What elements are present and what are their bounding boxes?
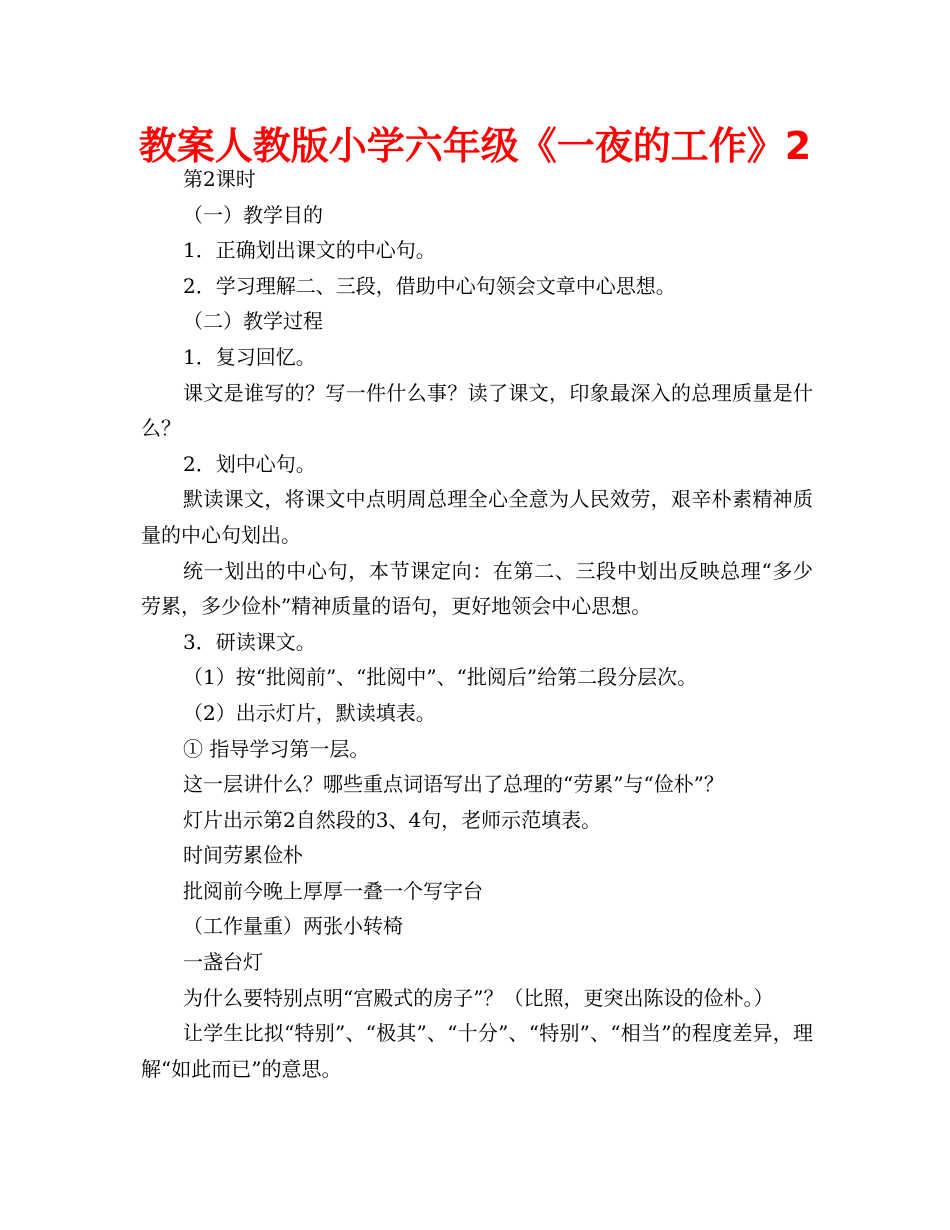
paragraph: （1）按“批阅前”、“批阅中”、“批阅后”给第二段分层次。: [183, 665, 698, 690]
paragraph: 课文是谁写的？写一件什么事？读了课文，印象最深入的总理质量是什么？: [141, 380, 813, 441]
paragraph: 灯片出示第2自然段的3、4句，老师示范填表。: [183, 807, 602, 832]
paragraph: ① 指导学习第一层。: [183, 736, 370, 761]
paragraph: 第2课时: [183, 167, 256, 191]
paragraph: 为什么要特别点明“宫殿式的房子”？（比照，更突出陈设的俭朴。）: [183, 985, 774, 1010]
paragraph: 2．划中心句。: [183, 451, 316, 476]
paragraph: 1．正确划出课文的中心句。: [183, 238, 436, 263]
table-text-line: 时间劳累俭朴: [183, 843, 303, 868]
paragraph: 这一层讲什么？哪些重点词语写出了总理的“劳累”与“俭朴”？: [183, 772, 724, 797]
document-title: 教案人教版小学六年级《一夜的工作》2: [138, 124, 812, 168]
paragraph: （一）教学目的: [183, 202, 323, 227]
paragraph: 2．学习理解二、三段，借助中心句领会文章中心思想。: [183, 273, 676, 298]
paragraph: 统一划出的中心句，本节课定向：在第二、三段中划出反映总理“多少劳累，多少俭朴”精神质量的语句，更好地领会中心思想。: [141, 558, 813, 619]
table-text-line: 批阅前今晚上厚厚一叠一个写字台: [183, 878, 483, 903]
paragraph: 让学生比拟“特别”、“极其”、“十分”、“特别”、“相当”的程度差异，理解“如此而已”的意思。: [141, 1021, 813, 1081]
paragraph: 1．复习回忆。: [183, 344, 316, 369]
table-text-line: 一盏台灯: [183, 950, 263, 975]
paragraph: （二）教学过程: [183, 309, 323, 334]
table-text-line: （工作量重）两张小转椅: [183, 914, 403, 939]
paragraph: （2）出示灯片，默读填表。: [183, 700, 436, 725]
document-body: [141, 162, 813, 1087]
paragraph: 3．研读课文。: [183, 629, 316, 654]
paragraph: 默读课文，将课文中点明周总理全心全意为人民效劳，艰辛朴素精神质量的中心句划出。: [141, 487, 813, 547]
